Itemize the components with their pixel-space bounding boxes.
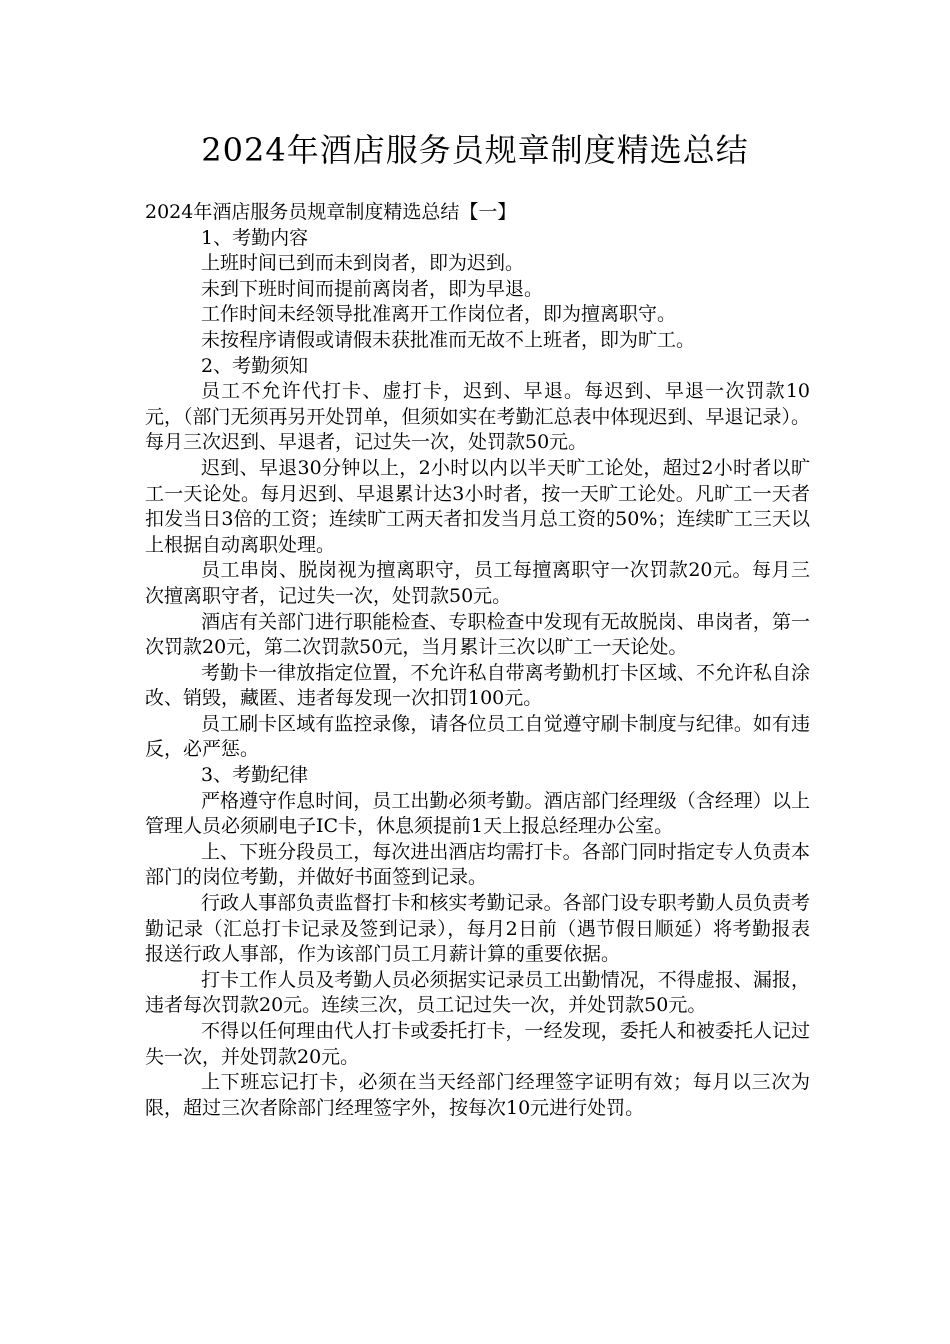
document-body [145,200,810,1121]
subsection-heading: 2、考勤须知 [201,354,309,377]
paragraph: 上、下班分段员工，每次进出酒店均需打卡。各部门同时指定专人负责本部门的岗位考勤，并做好书面签到记录。 [145,840,810,889]
paragraph: 严格遵守作息时间，员工出勤必须考勤。酒店部门经理级（含经理）以上管理人员必须刷电子IC卡，休息须提前1天上报总经理办公室。 [145,789,810,838]
paragraph: 未按程序请假或请假未获批准而无故不上班者，即为旷工。 [201,328,696,351]
paragraph: 迟到、早退30分钟以上，2小时以内以半天旷工论处，超过2小时者以旷工一天论处。每月迟到、早退累计达3小时者，按一天旷工论处。凡旷工一天者扣发当日3倍的工资；连续旷工两天者扣发当月总工资的50%；连续旷工三天以上根据自动离职处理。 [145,456,810,556]
paragraph: 行政人事部负责监督打卡和核实考勤记录。各部门设专职考勤人员负责考勤记录（汇总打卡记录及签到记录），每月2日前（遇节假日顺延）将考勤报表报送行政人事部，作为该部门员工月薪计算的重要依据。 [145,892,810,966]
paragraph: 上下班忘记打卡，必须在当天经部门经理签字证明有效；每月以三次为限，超过三次者除部门经理签字外，按每次10元进行处罚。 [145,1071,810,1119]
subsection-heading: 3、考勤纪律 [201,764,309,787]
document-title: 2024年酒店服务员规章制度精选总结 [201,131,749,169]
paragraph: 员工串岗、脱岗视为擅离职守，员工每擅离职守一次罚款20元。每月三次擅离职守者，记过失一次，处罚款50元。 [145,559,810,607]
paragraph: 打卡工作人员及考勤人员必须据实记录员工出勤情况，不得虚报、漏报，违者每次罚款20元。连续三次，员工记过失一次，并处罚款50元。 [145,968,810,1017]
paragraph: 考勤卡一律放指定位置，不允许私自带离考勤机打卡区域、不允许私自涂改、销毁，藏匿、违者每发现一次扣罚100元。 [145,661,810,710]
paragraph: 员工不允许代打卡、虚打卡，迟到、早退。每迟到、早退一次罚款10元，（部门无须再另开处罚单，但须如实在考勤汇总表中体现迟到、早退记录）。每月三次迟到、早退者，记过失一次，处罚款50元。 [145,380,811,454]
paragraph: 员工刷卡区域有监控录像，请各位员工自觉遵守刷卡制度与纪律。如有违反，必严惩。 [145,712,810,761]
paragraph: 上班时间已到而未到岗者，即为迟到。 [201,252,525,275]
paragraph: 未到下班时间而提前离岗者，即为早退。 [201,277,544,300]
paragraph: 酒店有关部门进行职能检查、专职检查中发现有无故脱岗、串岗者，第一次罚款20元，第二次罚款50元，当月累计三次以旷工一天论处。 [145,610,810,659]
paragraph: 工作时间未经领导批准离开工作岗位者，即为擅离职守。 [201,303,677,326]
paragraph: 不得以任何理由代人打卡或委托打卡，一经发现，委托人和被委托人记过失一次，并处罚款20元。 [145,1020,810,1068]
section-heading: 2024年酒店服务员规章制度精选总结【一】 [145,201,517,223]
subsection-heading: 1、考勤内容 [201,226,309,249]
